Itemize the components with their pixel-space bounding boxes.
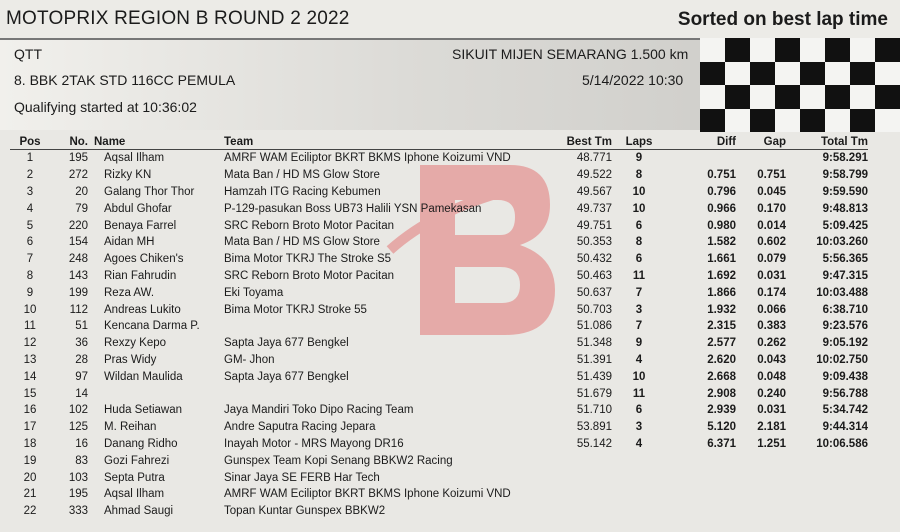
checker-square: [725, 38, 750, 62]
cell-no: 333: [68, 505, 88, 518]
cell-best: 51.439: [576, 370, 612, 383]
cell-no: 272: [68, 169, 88, 182]
table-row: [10, 419, 868, 436]
cell-laps: [612, 503, 666, 520]
cell-gap: 0.383: [757, 320, 786, 333]
checker-square: [800, 109, 825, 133]
cell-pos: 21: [23, 488, 37, 501]
cell-best: 50.353: [576, 236, 612, 249]
cell-gap: 0.066: [757, 303, 786, 316]
cell-pos: 1: [26, 152, 34, 165]
cell-diff: 5.120: [707, 421, 736, 434]
circuit-label: SIKUIT MIJEN SEMARANG 1.500 km: [452, 46, 689, 62]
cell-name: Septa Putra: [104, 471, 165, 484]
checker-square: [725, 109, 750, 133]
cell-pos: 17: [23, 421, 37, 434]
class-label: 8. BBK 2TAK STD 116CC PEMULA: [14, 72, 236, 88]
table-row: [10, 301, 868, 318]
cell-laps: 4: [635, 437, 643, 450]
cell-name: [94, 385, 224, 402]
table-row: [10, 436, 868, 453]
cell-pos: 11: [24, 320, 36, 333]
cell-team: Bima Motor TKRJ The Stroke S5: [224, 253, 392, 266]
cell-laps: 4: [635, 353, 643, 366]
cell-total: 10:03.260: [816, 236, 868, 249]
cell-no: 83: [75, 454, 88, 467]
cell-no: 199: [68, 286, 88, 299]
cell-laps: 7: [635, 320, 643, 333]
cell-team: GM- Jhon: [224, 353, 275, 366]
cell-diff: 1.866: [707, 286, 736, 299]
cell-no: 97: [75, 370, 88, 383]
cell-total: 9:58.799: [822, 169, 868, 182]
cell-diff: 6.371: [707, 437, 736, 450]
cell-gap: 0.174: [757, 286, 786, 299]
cell-name: Wildan Maulida: [104, 370, 183, 383]
cell-pos: 18: [23, 437, 37, 450]
cell-pos: 19: [23, 454, 37, 467]
table-row: [10, 503, 868, 520]
cell-total: 5:09.425: [822, 219, 868, 232]
table-row: [10, 268, 868, 285]
cell-name: Aidan MH: [104, 236, 155, 249]
cell-diff: [666, 469, 736, 486]
cell-laps: 10: [632, 202, 646, 215]
cell-diff: 2.315: [707, 320, 736, 333]
checker-square: [750, 62, 775, 86]
cell-diff: [666, 150, 736, 167]
cell-best: 50.703: [576, 303, 612, 316]
cell-best: 49.522: [576, 169, 612, 182]
table-row: [10, 217, 868, 234]
checker-square: [775, 38, 800, 62]
cell-gap: [736, 452, 786, 469]
cell-name: Reza AW.: [104, 286, 155, 299]
cell-best: [552, 486, 612, 503]
cell-team: Inayah Motor - MRS Mayong DR16: [224, 437, 404, 450]
cell-total: 9:58.291: [822, 152, 868, 165]
table-row: [10, 234, 868, 251]
cell-name: Aqsal Ilham: [104, 152, 165, 165]
cell-total: 10:02.750: [816, 353, 868, 366]
cell-total: 9:05.192: [822, 337, 868, 350]
cell-name: Rexzy Kepo: [104, 337, 167, 350]
cell-total: [786, 452, 868, 469]
cell-laps: 8: [635, 169, 643, 182]
cell-best: 51.391: [576, 353, 612, 366]
cell-pos: 6: [26, 236, 34, 249]
cell-pos: 20: [23, 471, 37, 484]
cell-best: [552, 503, 612, 520]
checker-square: [700, 109, 725, 133]
cell-diff: 2.577: [707, 337, 736, 350]
table-row: [10, 385, 868, 402]
cell-name: Gozi Fahrezi: [104, 454, 170, 467]
cell-laps: 8: [635, 236, 643, 249]
cell-diff: 0.796: [707, 185, 736, 198]
checker-square: [825, 38, 850, 62]
cell-pos: 9: [26, 286, 34, 299]
cell-pos: 7: [26, 253, 34, 266]
cell-name: Rian Fahrudin: [104, 269, 177, 282]
col-diff-header: Diff: [666, 135, 736, 150]
cell-best: 51.679: [576, 387, 612, 400]
cell-team: Sapta Jaya 677 Bengkel: [224, 337, 349, 350]
cell-best: [552, 452, 612, 469]
cell-best: 49.567: [576, 185, 612, 198]
cell-best: 48.771: [576, 152, 612, 165]
checker-square: [750, 38, 775, 62]
col-total-header: Total Tm: [786, 135, 868, 150]
cell-diff: 2.908: [707, 387, 736, 400]
checker-square: [775, 62, 800, 86]
cell-diff: [666, 503, 736, 520]
checker-square: [850, 85, 875, 109]
cell-total: 9:44.314: [822, 421, 868, 434]
cell-laps: [612, 486, 666, 503]
checker-square: [775, 109, 800, 133]
table-row: [10, 284, 868, 301]
cell-gap: 0.170: [757, 202, 786, 215]
cell-total: 9:47.315: [822, 269, 868, 282]
table-row: [10, 184, 868, 201]
cell-pos: 4: [26, 202, 34, 215]
cell-pos: 16: [23, 404, 37, 417]
col-team-header: Team: [224, 135, 552, 150]
cell-name: M. Reihan: [104, 421, 157, 434]
checker-square: [700, 85, 725, 109]
cell-team: Eki Toyama: [224, 286, 284, 299]
cell-total: [786, 503, 868, 520]
cell-laps: 10: [632, 370, 646, 383]
checker-square: [825, 62, 850, 86]
cell-gap: [736, 486, 786, 503]
cell-team: Hamzah ITG Racing Kebumen: [224, 185, 381, 198]
checker-square: [800, 62, 825, 86]
checker-square: [825, 109, 850, 133]
cell-gap: 0.043: [757, 353, 786, 366]
cell-team: Mata Ban / HD MS Glow Store: [224, 169, 380, 182]
checker-square: [875, 109, 900, 133]
cell-best: 55.142: [576, 437, 612, 450]
table-row: [10, 318, 868, 335]
table-row: [10, 469, 868, 486]
cell-name: Galang Thor Thor: [104, 185, 195, 198]
cell-laps: 11: [632, 387, 646, 400]
cell-best: 49.737: [576, 202, 612, 215]
cell-name: Huda Setiawan: [104, 404, 182, 417]
cell-best: 50.637: [576, 286, 612, 299]
cell-laps: 6: [635, 219, 643, 232]
cell-no: 195: [68, 152, 88, 165]
cell-team: Mata Ban / HD MS Glow Store: [224, 236, 380, 249]
table-row: [10, 352, 868, 369]
cell-team: Sapta Jaya 677 Bengkel: [224, 370, 349, 383]
cell-total: 6:38.710: [822, 303, 868, 316]
table-row: [10, 368, 868, 385]
cell-total: 5:34.742: [822, 404, 868, 417]
cell-best: 51.348: [576, 337, 612, 350]
cell-team: AMRF WAM Eciliptor BKRT BKMS Iphone Koizumi VND: [224, 488, 511, 501]
cell-gap: 0.262: [757, 337, 786, 350]
session-label: QTT: [14, 46, 42, 62]
cell-name: Ahmad Saugi: [104, 505, 174, 518]
cell-team: AMRF WAM Eciliptor BKRT BKMS Iphone Koizumi VND: [224, 152, 511, 165]
cell-team: SRC Reborn Broto Motor Pacitan: [224, 219, 395, 232]
cell-name: Abdul Ghofar: [104, 202, 172, 215]
table-row: [10, 200, 868, 217]
checker-square: [725, 62, 750, 86]
checker-square: [875, 85, 900, 109]
col-name-header: Name: [94, 135, 224, 150]
table-row: [10, 335, 868, 352]
cell-diff: 1.661: [707, 253, 736, 266]
cell-laps: 3: [635, 303, 643, 316]
cell-laps: 3: [635, 421, 643, 434]
cell-best: 51.086: [576, 320, 612, 333]
cell-diff: 2.939: [707, 404, 736, 417]
cell-laps: 7: [635, 286, 643, 299]
table-row: [10, 486, 868, 503]
cell-pos: 3: [26, 185, 34, 198]
checker-square: [700, 62, 725, 86]
cell-diff: 0.980: [707, 219, 736, 232]
cell-name: Benaya Farrel: [104, 219, 177, 232]
cell-no: 125: [68, 421, 88, 434]
cell-team: [224, 385, 552, 402]
checker-square: [725, 85, 750, 109]
cell-laps: [612, 452, 666, 469]
cell-total: 9:48.813: [822, 202, 868, 215]
col-pos-header: Pos: [10, 135, 50, 150]
cell-diff: 2.668: [707, 370, 736, 383]
cell-gap: [736, 150, 786, 167]
cell-pos: 2: [26, 169, 34, 182]
cell-gap: 0.031: [757, 404, 786, 417]
checker-square: [700, 38, 725, 62]
cell-name: Rizky KN: [104, 169, 152, 182]
cell-diff: [666, 452, 736, 469]
checker-square: [775, 85, 800, 109]
cell-pos: 8: [26, 269, 34, 282]
table-row: [10, 150, 868, 167]
cell-diff: [666, 486, 736, 503]
cell-no: 20: [75, 185, 88, 198]
cell-team: Jaya Mandiri Toko Dipo Racing Team: [224, 404, 414, 417]
cell-pos: 5: [26, 219, 34, 232]
col-gap-header: Gap: [736, 135, 786, 150]
cell-name: Pras Widy: [104, 353, 157, 366]
cell-best: 49.751: [576, 219, 612, 232]
checker-square: [850, 109, 875, 133]
cell-gap: [736, 503, 786, 520]
cell-pos: 14: [23, 370, 37, 383]
cell-no: 143: [68, 269, 88, 282]
cell-no: 79: [75, 202, 88, 215]
cell-laps: [612, 469, 666, 486]
table-row: [10, 402, 868, 419]
cell-total: 10:06.586: [816, 437, 868, 450]
cell-team: SRC Reborn Broto Motor Pacitan: [224, 269, 395, 282]
cell-best: 50.432: [576, 253, 612, 266]
cell-gap: 0.240: [757, 387, 786, 400]
cell-no: 102: [68, 404, 88, 417]
cell-no: 220: [68, 219, 88, 232]
event-title: MOTOPRIX REGION B ROUND 2 2022: [6, 8, 350, 29]
cell-diff: 1.582: [707, 236, 736, 249]
cell-total: 5:56.365: [822, 253, 868, 266]
title-bar: [0, 0, 900, 40]
cell-diff: 0.966: [707, 202, 736, 215]
cell-name: Kencana Darma P.: [104, 320, 200, 333]
cell-no: 103: [68, 471, 88, 484]
cell-best: 51.710: [576, 404, 612, 417]
cell-team: Sinar Jaya SE FERB Har Tech: [224, 471, 380, 484]
cell-name: Agoes Chiken's: [104, 253, 184, 266]
table-row: [10, 452, 868, 469]
cell-no: 36: [75, 337, 88, 350]
cell-laps: 9: [635, 152, 643, 165]
cell-pos: 12: [23, 337, 37, 350]
cell-total: 9:59.590: [822, 185, 868, 198]
checker-square: [875, 62, 900, 86]
datetime-label: 5/14/2022 10:30: [582, 72, 684, 88]
cell-team: Gunspex Team Kopi Senang BBKW2 Racing: [224, 454, 453, 467]
cell-no: 195: [68, 488, 88, 501]
cell-laps: 6: [635, 404, 643, 417]
cell-no: 16: [75, 437, 88, 450]
cell-gap: 1.251: [757, 437, 786, 450]
cell-diff: 1.932: [707, 303, 736, 316]
checker-square: [750, 85, 775, 109]
cell-total: 9:23.576: [822, 320, 868, 333]
table-header-row: [10, 135, 868, 150]
cell-diff: 2.620: [707, 353, 736, 366]
checker-square: [850, 38, 875, 62]
cell-no: 112: [69, 303, 88, 316]
cell-name: Andreas Lukito: [104, 303, 181, 316]
col-laps-header: Laps: [612, 135, 666, 150]
cell-best: [552, 469, 612, 486]
cell-laps: 11: [632, 269, 646, 282]
cell-total: 10:03.488: [816, 286, 868, 299]
cell-total: 9:56.788: [822, 387, 868, 400]
checker-square: [800, 38, 825, 62]
cell-pos: 10: [23, 303, 37, 316]
cell-pos: 22: [23, 505, 37, 518]
table-row: [10, 251, 868, 268]
cell-pos: 15: [23, 387, 37, 400]
cell-gap: 0.045: [757, 185, 786, 198]
cell-team: [224, 318, 552, 335]
cell-gap: 0.014: [757, 219, 786, 232]
sort-label: Sorted on best lap time: [677, 9, 888, 30]
results-table: [10, 135, 868, 520]
cell-gap: [736, 469, 786, 486]
cell-no: 154: [68, 236, 88, 249]
cell-team: Topan Kuntar Gunspex BBKW2: [224, 505, 386, 518]
cell-total: [786, 469, 868, 486]
checker-square: [850, 62, 875, 86]
cell-diff: 1.692: [707, 269, 736, 282]
cell-no: 51: [75, 320, 88, 333]
cell-team: P-129-pasukan Boss UB73 Halili YSN Pamekasan: [224, 202, 482, 215]
cell-name: Danang Ridho: [104, 437, 178, 450]
cell-laps: 6: [635, 253, 643, 266]
cell-no: 28: [75, 353, 88, 366]
checker-square: [875, 38, 900, 62]
checker-square: [800, 85, 825, 109]
checkered-flag-graphic: [700, 38, 900, 132]
start-time-label: Qualifying started at 10:36:02: [14, 99, 197, 115]
checker-square: [750, 109, 775, 133]
cell-team: Bima Motor TKRJ Stroke 55: [224, 303, 367, 316]
checker-square: [825, 85, 850, 109]
cell-diff: 0.751: [707, 169, 736, 182]
cell-gap: 0.048: [757, 370, 786, 383]
cell-total: 9:09.438: [822, 370, 868, 383]
table-row: [10, 167, 868, 184]
cell-pos: 13: [23, 353, 37, 366]
cell-team: Andre Saputra Racing Jepara: [224, 421, 376, 434]
cell-best: 53.891: [576, 421, 612, 434]
cell-gap: 0.031: [757, 269, 786, 282]
col-no-header: No.: [50, 135, 94, 150]
cell-laps: 10: [632, 185, 646, 198]
cell-gap: 0.602: [757, 236, 786, 249]
cell-gap: 0.751: [757, 169, 786, 182]
cell-name: Aqsal Ilham: [104, 488, 165, 501]
cell-gap: 2.181: [757, 421, 786, 434]
col-best-header: Best Tm: [552, 135, 612, 150]
cell-total: [786, 486, 868, 503]
cell-no: 14: [75, 387, 88, 400]
cell-gap: 0.079: [757, 253, 786, 266]
cell-laps: 9: [635, 337, 643, 350]
cell-no: 248: [68, 253, 88, 266]
cell-best: 50.463: [576, 269, 612, 282]
